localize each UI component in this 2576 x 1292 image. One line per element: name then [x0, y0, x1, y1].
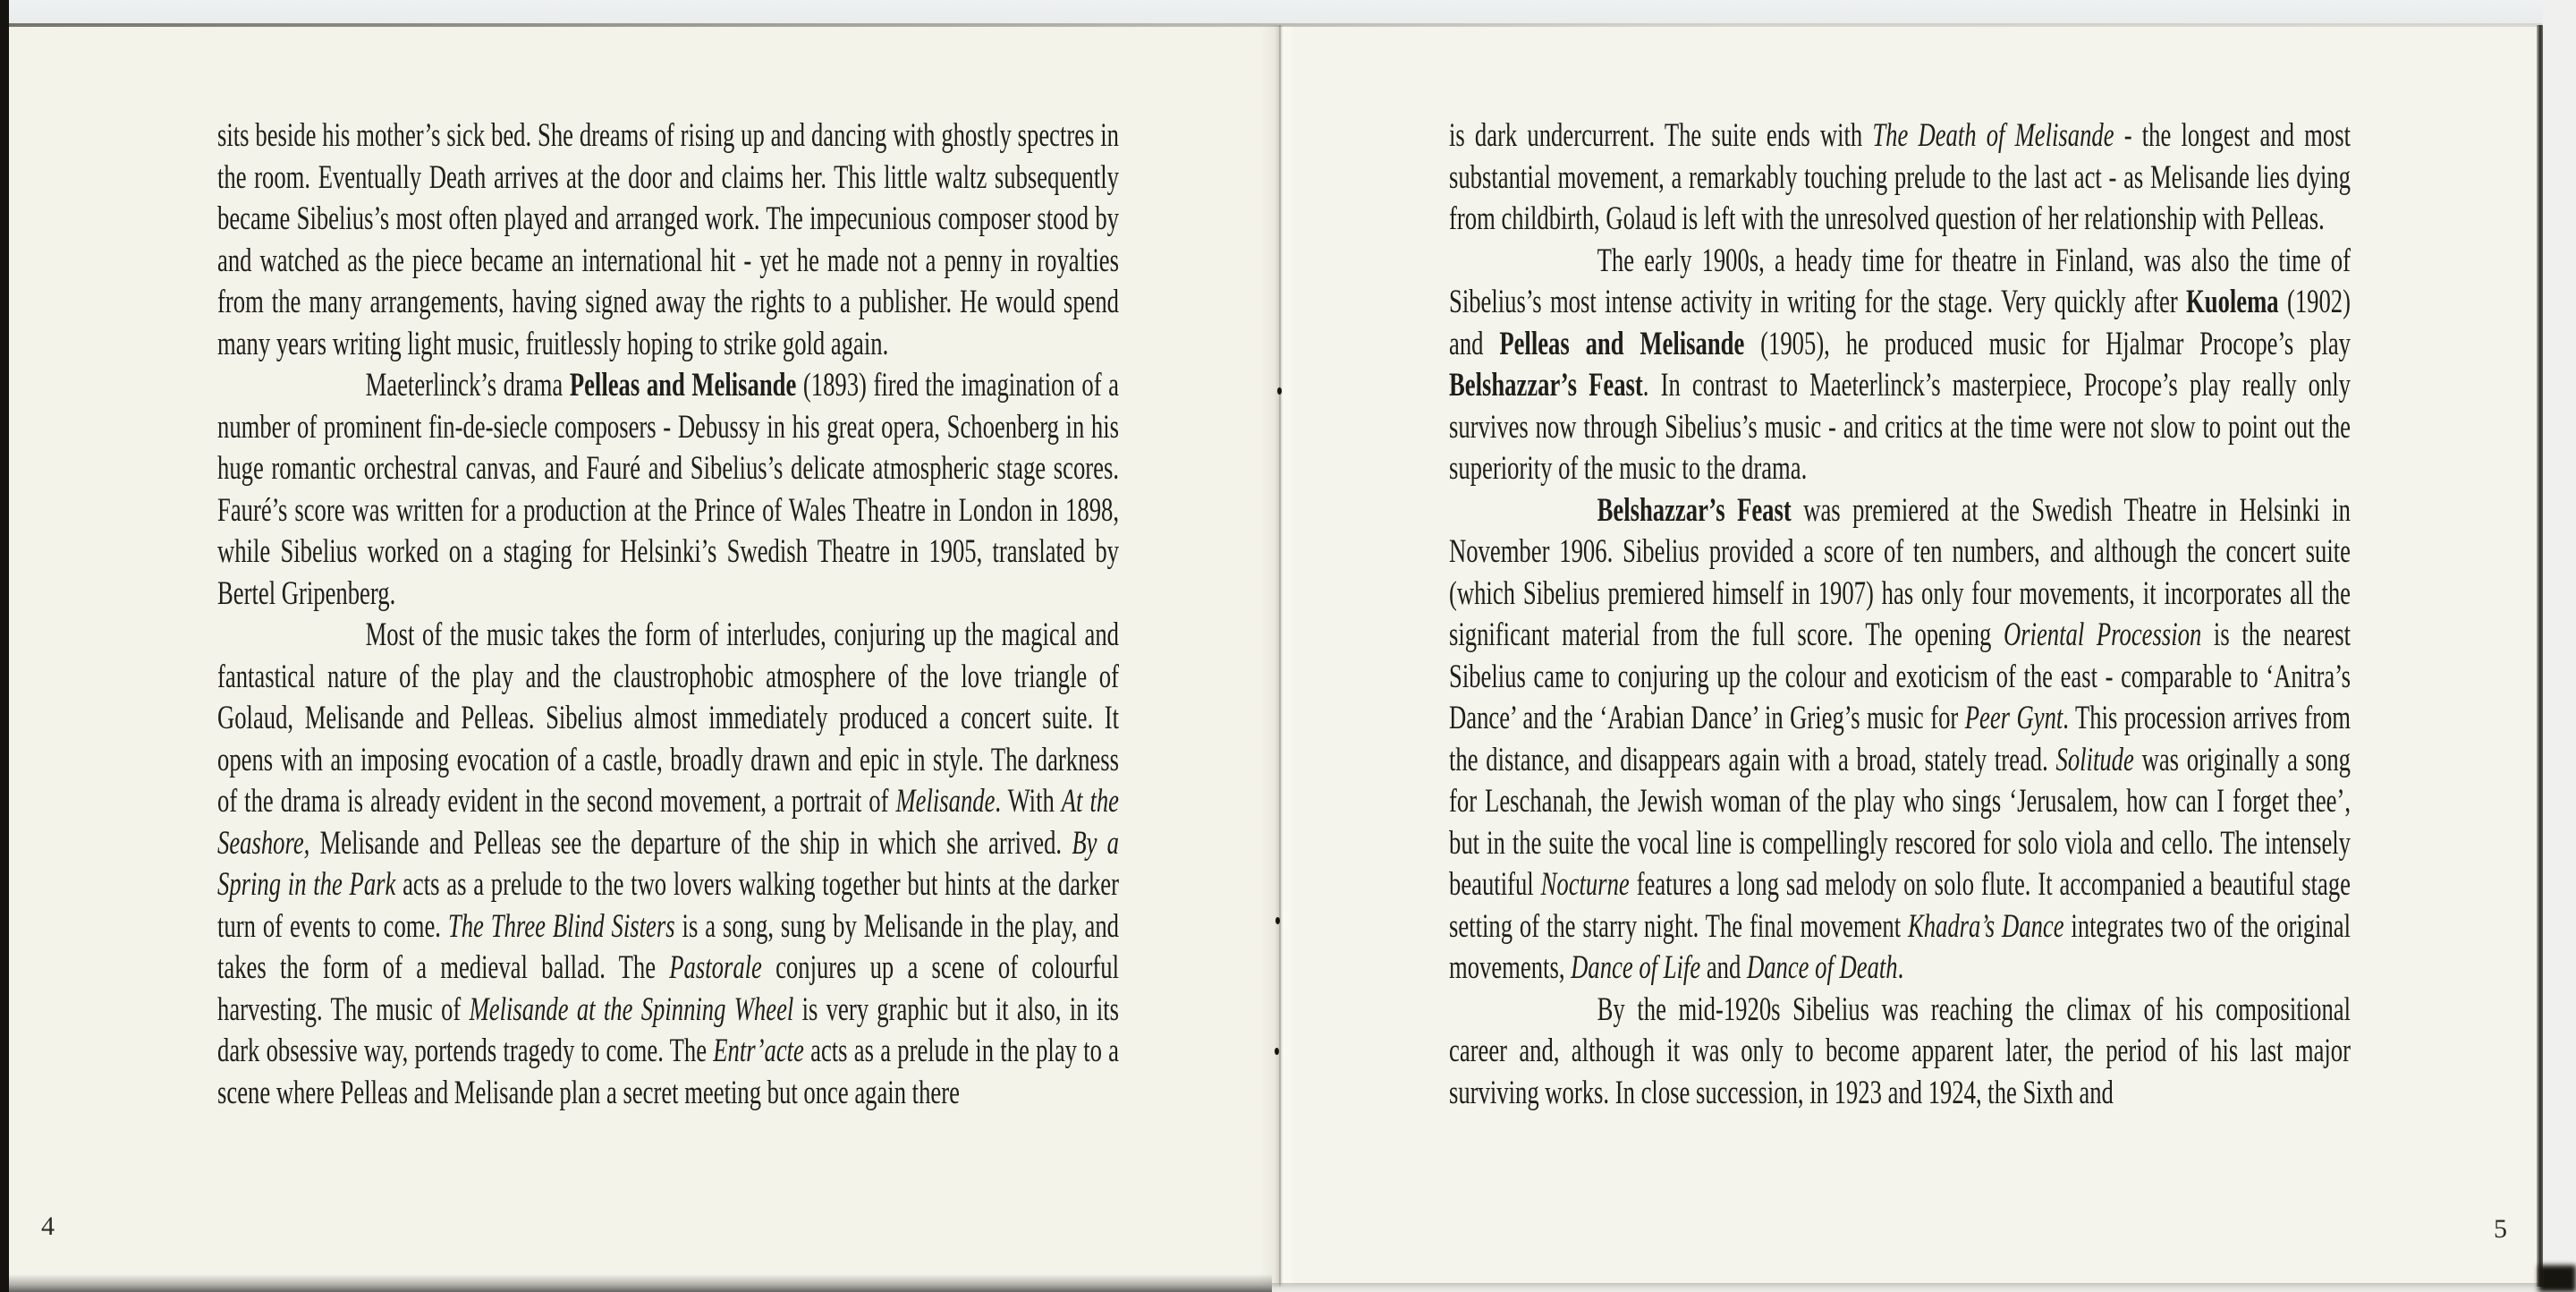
paragraph: Belshazzar’s Feast was premiered at the Swedish Theatre in Helsinki in November 1906. Sibelius provided a score of ten numbers, and although the concert suite (which Sibelius premiered himself in 1907) has only four movements, it incorporates all the significant material from the full score. The opening Oriental Procession is the nearest Sibelius came to conjuring up the colour and exoticism of the east - comparable to ‘Anitra’s Dance’ and the ‘Arabian Dance’ in Grieg’s music for Peer Gynt. This procession arrives from the distance, and disappears again with a broad, stately tread. Solitude was originally a song for Leschanah, the Jewish woman of the play who sings ‘Jerusalem, how can I forget thee’, but in the suite the vocal line is compellingly rescored for solo viola and cello. The intensely beautiful Nocturne features a long sad melody on solo flute. It accompanied a beautiful stage setting of the starry night. The final movement Khadra’s Dance integrates two of the original movements, Dance of Life and Dance of Death. — [1449, 491, 2351, 986]
center-fold — [1259, 25, 1302, 1287]
page-left-text — [217, 115, 1123, 1234]
bottom-shadow-left-page — [9, 1274, 1272, 1292]
page-number-left: 4 — [41, 1211, 55, 1241]
booklet-right-edge — [2537, 25, 2543, 1287]
paragraph: sits beside his mother’s sick bed. She dreams of rising up and dancing with ghostly spectres in the room. Eventually Death arrives at the door and claims her. This little waltz subsequently became Sibelius’s most often played and arranged work. The impecunious composer stood by and watched as the piece became an international hit - yet he made not a penny in royalties from the many arrangements, having signed away the rights to a publisher. He would spend many years writing light music, fruitlessly hoping to strike gold again. — [217, 117, 1119, 362]
bottom-edge-right-page — [1272, 1283, 2538, 1292]
paragraph: The early 1900s, a heady time for theatre in Finland, was also the time of Sibelius’s most intense activity in writing for the stage. Very quickly after Kuolema (1902) and Pelleas and Melisande (1905), he produced music for Hjalmar Procope’s play Belshazzar’s Feast. In contrast to Maeterlinck’s masterpiece, Procope’s play really only survives now through Sibelius’s music - and critics at the time were not slow to point out the superiority of the music to the drama. — [1449, 242, 2351, 487]
paragraph: Most of the music takes the form of interludes, conjuring up the magical and fantastical nature of the play and the claustrophobic atmosphere of the love triangle of Golaud, Melisande and Pelleas. Sibelius almost immediately produced a concert suite. It opens with an imposing evocation of a castle, broadly drawn and epic in style. The darkness of the drama is already evident in the second movement, a portrait of Melisande. With At the Seashore, Melisande and Pelleas see the departure of the ship in which she arrived. By a Spring in the Park acts as a prelude to the two lovers walking together but hints at the darker turn of events to come. The Three Blind Sisters is a song, sung by Melisande in the play, and takes the form of a medieval ballad. The Pastorale conjures up a scene of colourful harvesting. The music of Melisande at the Spinning Wheel is very graphic but it also, in its dark obsessive way, portends tragedy to come. The Entr’acte acts as a prelude in the play to a scene where Pelleas and Melisande plan a secret meeting but once again there — [217, 616, 1120, 1111]
page-left-text-inner — [217, 115, 1119, 1114]
paragraph: By the mid-1920s Sibelius was reaching the climax of his compositional career and, although it was only to become apparent later, the period of his last major surviving works. In close succession, in 1923 and 1924, the Sixth and — [1449, 990, 2351, 1111]
fold-crease-line — [1279, 25, 1281, 1287]
staple-mark — [1275, 917, 1280, 924]
scanner-margin-top — [9, 0, 2576, 25]
paragraph: is dark undercurrent. The suite ends with The Death of Melisande - the longest and most substantial movement, a remarkably touching prelude to the last act - as Melisande lies dying from childbirth, Golaud is left with the unresolved question of her relationship with Pelleas. — [1449, 117, 2351, 237]
booklet-top-edge — [9, 23, 2542, 27]
page-right-text-inner — [1449, 115, 2351, 1114]
scanner-margin-right — [2543, 0, 2576, 1292]
page-right-text — [1449, 115, 2354, 1234]
staple-mark — [1277, 387, 1282, 395]
page-number-right: 5 — [2494, 1214, 2507, 1244]
spine-strip — [0, 0, 9, 1292]
paragraph: Maeterlinck’s drama Pelleas and Melisande (1893) fired the imagination of a number of prominent fin-de-siecle composers - Debussy in his great opera, Schoenberg in his huge romantic orchestral canvas, and Fauré and Sibelius’s delicate atmospheric stage scores. Fauré’s score was written for a production at the Prince of Wales Theatre in London in 1898, while Sibelius worked on a staging for Helsinki’s Swedish Theatre in 1905, translated by Bertel Gripenberg. — [217, 367, 1119, 612]
staple-mark — [1275, 1048, 1279, 1055]
corner-shadow-bottom-right — [2538, 1265, 2576, 1292]
